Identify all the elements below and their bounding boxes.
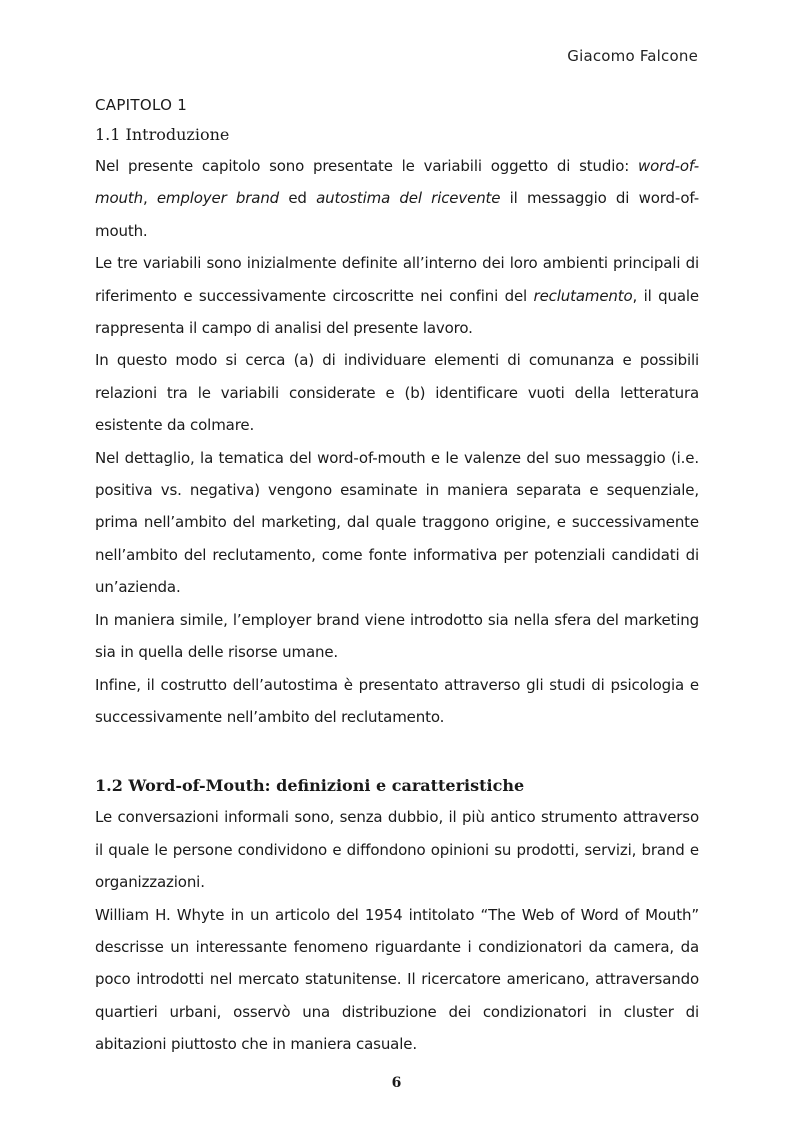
paragraph: William H. Whyte in un articolo del 1954 intitolato “The Web of Word of Mouth” descrisse un interessante fenomeno riguardante i condizionatori da camera, da poco introdotti nel mercato statunitense. Il ricercatore americano, attraversando quartieri urbani, osservò una distribuzione dei condizionatori in cluster di abitazioni piuttosto che in maniera casuale. [95,905,699,1054]
paragraph: In questo modo si cerca (a) di individuare elementi di comunanza e possibili relazioni tra le variabili considerate e (b) identificare vuoti della letteratura esistente da colmare. [95,351,699,435]
section-heading-introduzione: 1.1 Introduzione [95,125,230,144]
paragraph: In maniera simile, l’employer brand viene introdotto sia nella sfera del marketing sia in quella delle risorse umane. [95,610,699,662]
emphasis-word-of-mouth: word-of-mouth [95,157,699,208]
chapter-title: CAPITOLO 1 [95,96,188,114]
paragraph: Infine, il costrutto dell’autostima è presentato attraverso gli studi di psicologia e successivamente nell’ambito del reclutamento. [95,675,699,726]
paragraph: Le conversazioni informali sono, senza dubbio, il più antico strumento attraverso il quale le persone condividono e diffondono opinioni su prodotti, servizi, brand e organizzazioni. [95,808,699,892]
emphasis-autostima: autostima del ricevente [316,189,501,208]
page-content [95,92,699,1061]
paragraph: Nel dettaglio, la tematica del word-of-mouth e le valenze del suo messaggio (i.e. positiva vs. negativa) vengono esaminate in maniera separata e sequenziale, prima nell’ambito del marketing, dal quale traggono origine, e successivamente nell’ambito del reclutamento, come fonte informativa per potenziali candidati di un’azienda. [95,448,699,597]
paragraph: Le tre variabili sono inizialmente definite all’interno dei loro ambienti principali di riferimento e successivamente circoscritte nei confini del reclutamento, il quale rappresenta il campo di analisi del presente lavoro. [95,254,699,338]
emphasis-employer-brand: employer brand [156,189,280,208]
paragraph: Nel presente capitolo sono presentate le variabili oggetto di studio: word-of-mouth, employer brand ed autostima del ricevente il messaggio di word-of-mouth. [95,157,699,240]
page-number: 6 [391,1075,402,1091]
emphasis-reclutamento: reclutamento [533,286,633,305]
section-heading-word-of-mouth: 1.2 Word-of-Mouth: definizioni e caratteristiche [95,776,525,796]
running-header-author: Giacomo Falcone [567,47,698,65]
